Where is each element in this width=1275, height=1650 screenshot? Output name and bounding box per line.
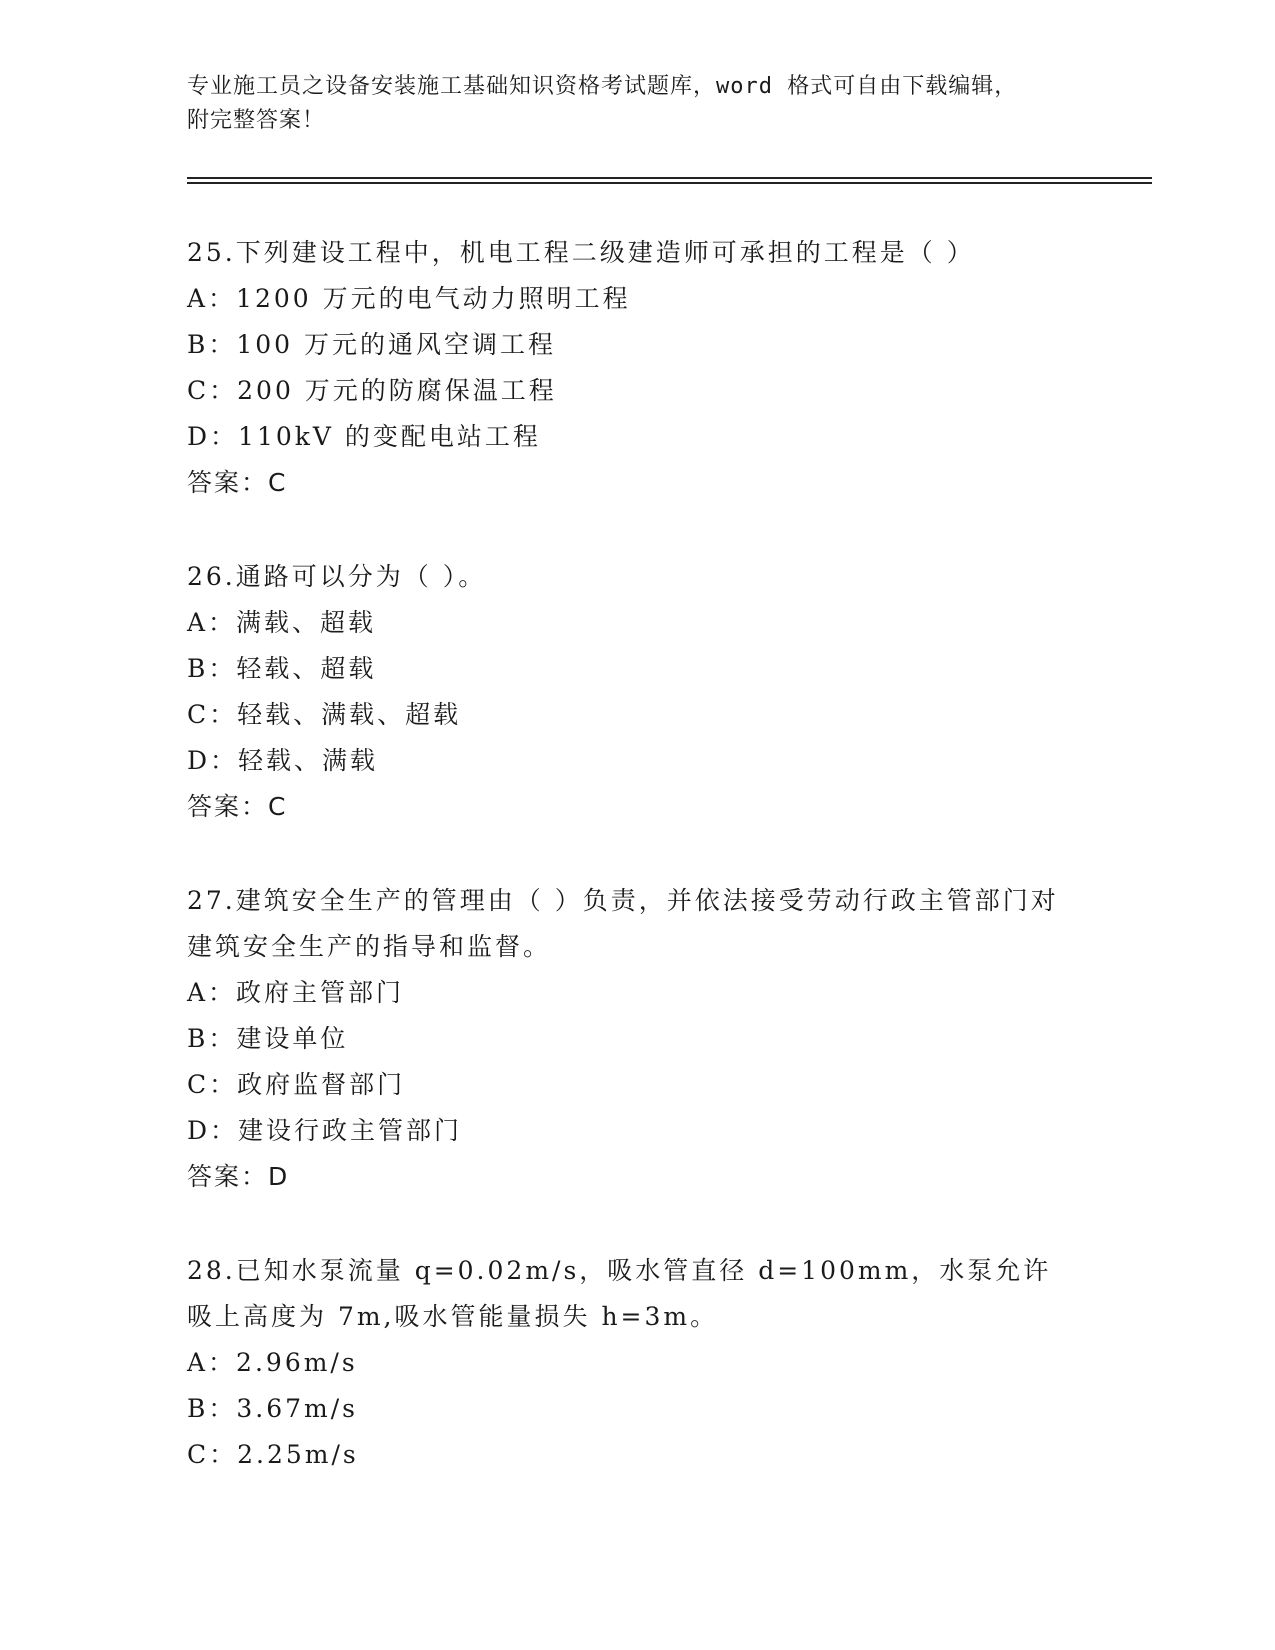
header-divider-bottom: [187, 182, 1152, 184]
option-b: B：100 万元的通风空调工程: [187, 330, 557, 359]
document-header: [187, 70, 1087, 138]
question-stem: 26.通路可以分为（ ）。: [187, 562, 487, 591]
question-26: [187, 554, 1067, 830]
question-list: [187, 230, 1067, 1526]
option-a: A：2.96m/s: [187, 1348, 358, 1377]
header-divider-top: [187, 177, 1152, 179]
header-title-line-1: 专业施工员之设备安装施工基础知识资格考试题库，word 格式可自由下载编辑，: [187, 74, 1018, 99]
option-a: A：1200 万元的电气动力照明工程: [187, 284, 631, 313]
option-d: D：轻载、满载: [187, 746, 379, 775]
option-c: C：轻载、满载、超载: [187, 700, 462, 729]
answer-line: 答案：D: [187, 1162, 290, 1191]
option-b: B：3.67m/s: [187, 1394, 358, 1423]
option-d: D：110kV 的变配电站工程: [187, 422, 541, 451]
header-title-line-2: 附完整答案！: [187, 108, 326, 133]
option-d: D：建设行政主管部门: [187, 1116, 463, 1145]
option-c: C：2.25m/s: [187, 1440, 359, 1469]
option-c: C：政府监督部门: [187, 1070, 406, 1099]
question-27: [187, 878, 1067, 1200]
answer-line: 答案：C: [187, 792, 288, 821]
option-b: B：建设单位: [187, 1024, 349, 1053]
question-stem: 28.已知水泵流量 q=0.02m/s，吸水管直径 d=100mm，水泵允许吸上高度为 7m,吸水管能量损失 h=3m。: [187, 1256, 1052, 1331]
option-a: A：政府主管部门: [187, 978, 405, 1007]
option-a: A：满载、超载: [187, 608, 377, 637]
question-stem: 25.下列建设工程中，机电工程二级建造师可承担的工程是（ ）: [187, 238, 975, 267]
option-b: B：轻载、超载: [187, 654, 377, 683]
answer-line: 答案：C: [187, 468, 288, 497]
question-28: [187, 1248, 1067, 1478]
question-25: [187, 230, 1067, 506]
option-c: C：200 万元的防腐保温工程: [187, 376, 557, 405]
question-stem: 27.建筑安全生产的管理由（ ）负责，并依法接受劳动行政主管部门对建筑安全生产的指导和监督。: [187, 886, 1059, 961]
